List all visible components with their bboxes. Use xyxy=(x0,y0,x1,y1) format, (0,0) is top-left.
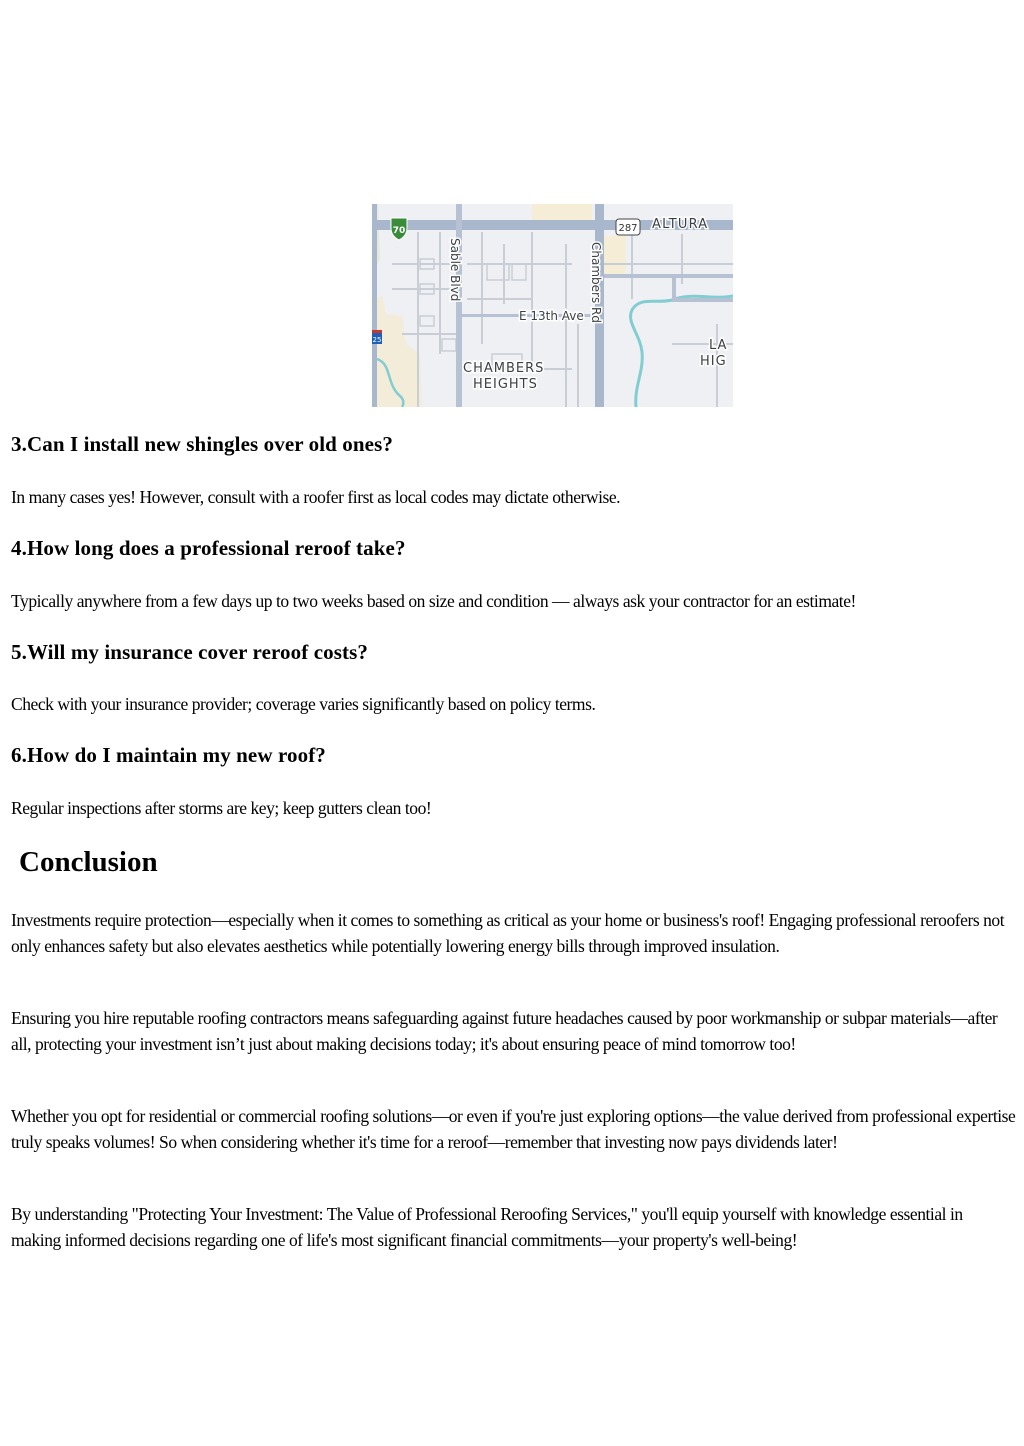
faq-question-5: 5.Will my insurance cover reroof costs? xyxy=(11,640,368,664)
map-label-e13th-ave: E 13th Ave xyxy=(519,309,584,323)
faq-answer-5: Check with your insurance provider; coverage varies significantly based on policy terms. xyxy=(11,694,596,714)
conclusion-paragraph-3: Whether you opt for residential or commercial roofing solutions—or even if you're just exploring options—the value derived from professional expertise truly speaks volumes! So when considering whether it's time for a reroof—remember that investing now pays dividends later! xyxy=(11,1106,1016,1152)
map-image[interactable] xyxy=(372,204,733,407)
map-label-altura: ALTURA xyxy=(652,217,709,232)
map-label-la: LA xyxy=(709,338,728,353)
shield-287-label: 287 xyxy=(618,223,638,234)
map-label-heights: HEIGHTS xyxy=(473,377,538,392)
map-label-hig: HIG xyxy=(700,354,727,369)
map-label-chambers: CHAMBERS xyxy=(463,361,545,376)
faq-question-4: 4.How long does a professional reroof take? xyxy=(11,536,406,560)
faq-answer-4: Typically anywhere from a few days up to two weeks based on size and condition — always ask your contractor for an estimate! xyxy=(11,591,856,611)
faq-question-3: 3.Can I install new shingles over old ones? xyxy=(11,432,393,456)
map-label-chambers-rd: Chambers Rd xyxy=(589,242,603,323)
conclusion-paragraph-1: Investments require protection—especially when it comes to something as critical as your home or business's roof! Engaging professional reroofers not only enhances safety but also elevates aesthetics while potentially lowering energy bills through improved insulation. xyxy=(11,910,1005,956)
conclusion-paragraph-2: Ensuring you hire reputable roofing contractors means safeguarding against future headaches caused by poor workmanship or subpar materials—after all, protecting your investment isn’t just about making decisions today; it's about ensuring peace of mind tomorrow too! xyxy=(11,1008,998,1054)
faq-question-6: 6.How do I maintain my new roof? xyxy=(11,743,326,767)
conclusion-heading: Conclusion xyxy=(19,846,158,878)
map-label-sable-blvd: Sable Blvd xyxy=(448,238,462,302)
map-graphic xyxy=(372,204,733,407)
shield-25-label: 25 xyxy=(372,336,382,344)
shield-70-label: 70 xyxy=(392,226,406,236)
faq-answer-3: In many cases yes! However, consult with a roofer first as local codes may dictate otherwise. xyxy=(11,487,621,507)
faq-answer-6: Regular inspections after storms are key; keep gutters clean too! xyxy=(11,798,432,818)
conclusion-paragraph-4: By understanding "Protecting Your Investment: The Value of Professional Reroofing Services," you'll equip yourself with knowledge essential in making informed decisions regarding one of life's most significant financial commitments—your property's well-being! xyxy=(11,1204,963,1250)
